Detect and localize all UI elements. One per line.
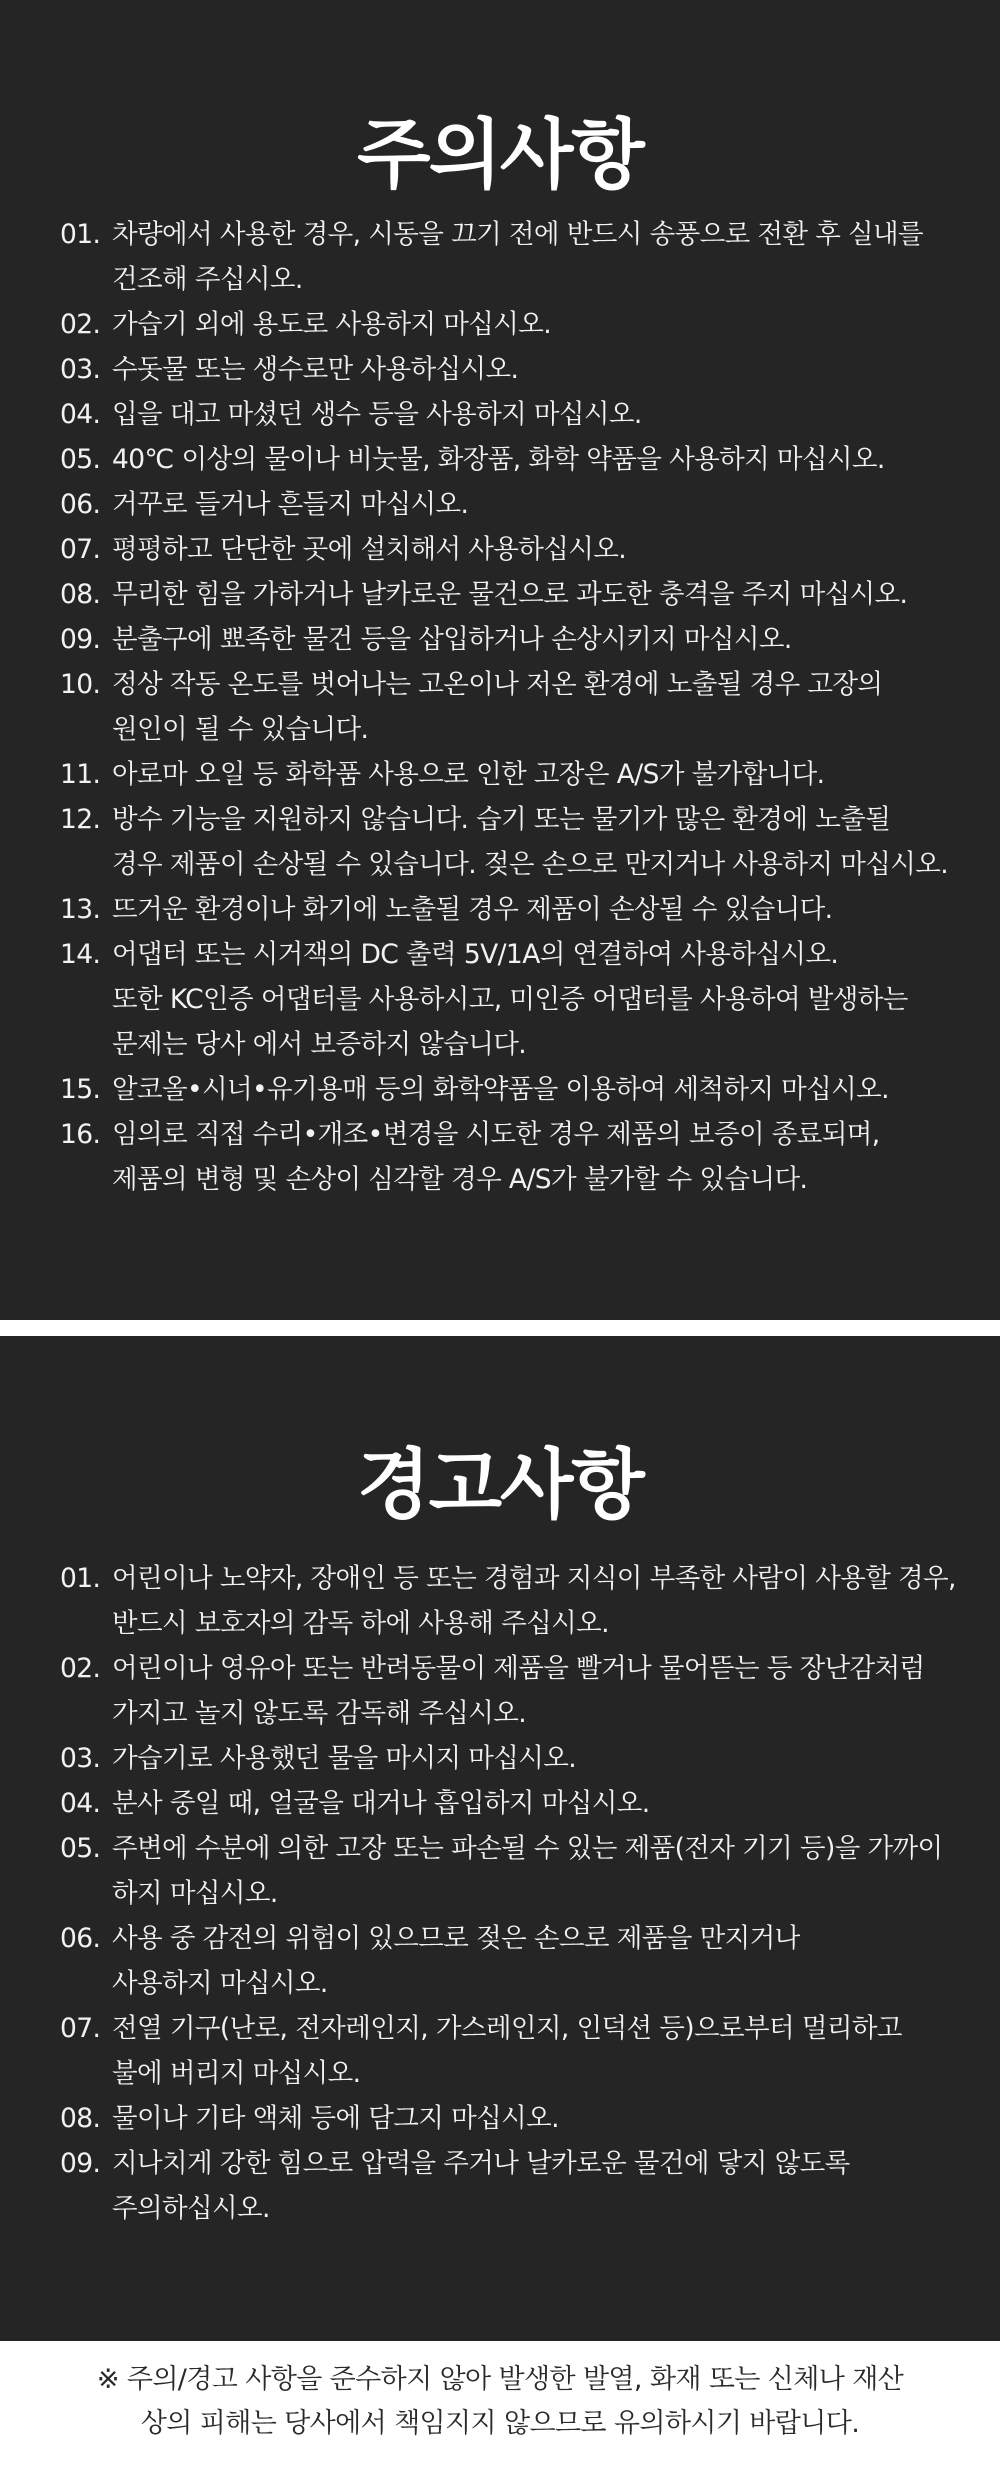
warning-item-text bbox=[112, 2096, 960, 2141]
warning-item-line: 지나치게 강한 힘으로 압력을 주거나 날카로운 물건에 닿지 않도록 bbox=[112, 2148, 850, 2179]
caution-item-line: 무리한 힘을 가하거나 날카로운 물건으로 과도한 충격을 주지 마십시오. bbox=[112, 579, 908, 610]
caution-item-line: 수돗물 또는 생수로만 사용하십시오. bbox=[112, 354, 519, 385]
caution-item-text bbox=[112, 527, 960, 572]
warning-item-text bbox=[112, 1556, 960, 1646]
caution-item-text bbox=[112, 1112, 960, 1202]
warning-item-number: 09. bbox=[60, 2148, 101, 2179]
warning-item-line: 주의하십시오. bbox=[112, 2193, 270, 2224]
warning-item-line: 전열 기구(난로, 전자레인지, 가스레인지, 인덕션 등)으로부터 멀리하고 bbox=[112, 2013, 902, 2044]
caution-item-line: 아로마 오일 등 화학품 사용으로 인한 고장은 A/S가 불가합니다. bbox=[112, 759, 825, 790]
warning-item bbox=[60, 2006, 960, 2096]
caution-item-text bbox=[112, 347, 960, 392]
warning-list bbox=[60, 1556, 960, 2231]
caution-item-number: 12. bbox=[60, 804, 101, 835]
warning-item bbox=[60, 2141, 960, 2231]
caution-item-text bbox=[112, 212, 960, 302]
caution-item-text bbox=[112, 887, 960, 932]
caution-item-line: 어댑터 또는 시거잭의 DC 출력 5V/1A의 연결하여 사용하십시오. bbox=[112, 939, 839, 970]
warning-item bbox=[60, 2096, 960, 2141]
caution-item-text bbox=[112, 797, 960, 887]
warning-item-line: 물이나 기타 액체 등에 담그지 마십시오. bbox=[112, 2103, 559, 2134]
warning-item bbox=[60, 1736, 960, 1781]
caution-item-line: 알코올•시너•유기용매 등의 화학약품을 이용하여 세척하지 마십시오. bbox=[112, 1074, 889, 1105]
caution-item bbox=[60, 1067, 960, 1112]
warning-item-line: 어린이나 영유아 또는 반려동물이 제품을 빨거나 물어뜯는 등 장난감처럼 bbox=[112, 1653, 925, 1684]
caution-item-line: 뜨거운 환경이나 화기에 노출될 경우 제품이 손상될 수 있습니다. bbox=[112, 894, 833, 925]
caution-item-number: 08. bbox=[60, 579, 101, 610]
warning-item-line: 사용 중 감전의 위험이 있으므로 젖은 손으로 제품을 만지거나 bbox=[112, 1923, 800, 1954]
warning-item-number: 08. bbox=[60, 2103, 101, 2134]
caution-item-number: 01. bbox=[60, 219, 101, 250]
caution-item-number: 11. bbox=[60, 759, 101, 790]
caution-item bbox=[60, 212, 960, 302]
warning-item-text bbox=[112, 1646, 960, 1736]
caution-item-number: 14. bbox=[60, 939, 101, 970]
warning-item-number: 03. bbox=[60, 1743, 101, 1774]
caution-item-line: 분출구에 뾰족한 물건 등을 삽입하거나 손상시키지 마십시오. bbox=[112, 624, 792, 655]
caution-item-line: 가습기 외에 용도로 사용하지 마십시오. bbox=[112, 309, 552, 340]
caution-list bbox=[60, 212, 960, 1202]
warning-item bbox=[60, 1826, 960, 1916]
caution-item-line: 평평하고 단단한 곳에 설치해서 사용하십시오. bbox=[112, 534, 627, 565]
footer-notice-line: ※ 주의/경고 사항을 준수하지 않아 발생한 발열, 화재 또는 신체나 재산 bbox=[96, 2364, 904, 2395]
caution-item-line: 정상 작동 온도를 벗어나는 고온이나 저온 환경에 노출될 경우 고장의 bbox=[112, 669, 883, 700]
warning-item-number: 01. bbox=[60, 1563, 101, 1594]
caution-item bbox=[60, 932, 960, 1067]
warning-item-line: 분사 중일 때, 얼굴을 대거나 흡입하지 마십시오. bbox=[112, 1788, 650, 1819]
warning-item bbox=[60, 1781, 960, 1826]
warning-item-text bbox=[112, 1916, 960, 2006]
caution-item bbox=[60, 617, 960, 662]
caution-item-number: 03. bbox=[60, 354, 101, 385]
caution-item bbox=[60, 482, 960, 527]
warning-item-line: 어린이나 노약자, 장애인 등 또는 경험과 지식이 부족한 사람이 사용할 경우, bbox=[112, 1563, 956, 1594]
caution-item-text bbox=[112, 392, 960, 437]
caution-item-line: 문제는 당사 에서 보증하지 않습니다. bbox=[112, 1029, 527, 1060]
caution-title: 주의사항 bbox=[357, 110, 643, 199]
caution-item-text bbox=[112, 1067, 960, 1112]
caution-item-number: 09. bbox=[60, 624, 101, 655]
warning-section bbox=[0, 1336, 1000, 2341]
caution-item-line: 임의로 직접 수리•개조•변경을 시도한 경우 제품의 보증이 종료되며, bbox=[112, 1119, 880, 1150]
warning-item-number: 06. bbox=[60, 1923, 101, 1954]
warning-item-number: 07. bbox=[60, 2013, 101, 2044]
caution-item-number: 07. bbox=[60, 534, 101, 565]
caution-item bbox=[60, 347, 960, 392]
caution-item-line: 원인이 될 수 있습니다. bbox=[112, 714, 369, 745]
caution-item-line: 거꾸로 들거나 흔들지 마십시오. bbox=[112, 489, 469, 520]
warning-item-number: 04. bbox=[60, 1788, 101, 1819]
caution-item-line: 또한 KC인증 어댑터를 사용하시고, 미인증 어댑터를 사용하여 발생하는 bbox=[112, 984, 908, 1015]
warning-item-line: 사용하지 마십시오. bbox=[112, 1968, 328, 1999]
caution-item bbox=[60, 302, 960, 347]
warning-title: 경고사항 bbox=[357, 1440, 643, 1529]
caution-item bbox=[60, 392, 960, 437]
caution-item-text bbox=[112, 482, 960, 527]
caution-item bbox=[60, 752, 960, 797]
caution-item-number: 05. bbox=[60, 444, 101, 475]
caution-item bbox=[60, 527, 960, 572]
caution-item bbox=[60, 437, 960, 482]
warning-item-line: 반드시 보호자의 감독 하에 사용해 주십시오. bbox=[112, 1608, 609, 1639]
caution-item bbox=[60, 797, 960, 887]
caution-item-number: 13. bbox=[60, 894, 101, 925]
warning-item-text bbox=[112, 1781, 960, 1826]
caution-item-text bbox=[112, 302, 960, 347]
caution-item-text bbox=[112, 617, 960, 662]
warning-item-line: 가지고 놀지 않도록 감독해 주십시오. bbox=[112, 1698, 527, 1729]
caution-item-line: 입을 대고 마셨던 생수 등을 사용하지 마십시오. bbox=[112, 399, 642, 430]
caution-item bbox=[60, 572, 960, 617]
caution-item-number: 15. bbox=[60, 1074, 101, 1105]
caution-item-text bbox=[112, 932, 960, 1067]
caution-item-line: 40℃ 이상의 물이나 비눗물, 화장품, 화학 약품을 사용하지 마십시오. bbox=[112, 444, 885, 475]
caution-item-number: 10. bbox=[60, 669, 101, 700]
footer-notice-line: 상의 피해는 당사에서 책임지지 않으므로 유의하시기 바랍니다. bbox=[140, 2408, 860, 2439]
caution-item bbox=[60, 887, 960, 932]
warning-item-number: 02. bbox=[60, 1653, 101, 1684]
warning-item-text bbox=[112, 2141, 960, 2231]
caution-item-text bbox=[112, 662, 960, 752]
warning-item bbox=[60, 1916, 960, 2006]
warning-item-line: 불에 버리지 마십시오. bbox=[112, 2058, 361, 2089]
footer-notice bbox=[0, 2358, 1000, 2446]
warning-item-text bbox=[112, 1736, 960, 1781]
caution-item-line: 방수 기능을 지원하지 않습니다. 습기 또는 물기가 많은 환경에 노출될 bbox=[112, 804, 891, 835]
warning-item bbox=[60, 1646, 960, 1736]
warning-item bbox=[60, 1556, 960, 1646]
caution-item-text bbox=[112, 437, 960, 482]
caution-item-number: 16. bbox=[60, 1119, 101, 1150]
caution-item-number: 02. bbox=[60, 309, 101, 340]
caution-item bbox=[60, 1112, 960, 1202]
warning-item-line: 주변에 수분에 의한 고장 또는 파손될 수 있는 제품(전자 기기 등)을 가까이 bbox=[112, 1833, 943, 1864]
caution-item-line: 제품의 변형 및 손상이 심각할 경우 A/S가 불가할 수 있습니다. bbox=[112, 1164, 808, 1195]
warning-item-text bbox=[112, 1826, 960, 1916]
caution-item-text bbox=[112, 752, 960, 797]
caution-item-line: 경우 제품이 손상될 수 있습니다. 젖은 손으로 만지거나 사용하지 마십시오. bbox=[112, 849, 949, 880]
caution-item-text bbox=[112, 572, 960, 617]
caution-item-line: 차량에서 사용한 경우, 시동을 끄기 전에 반드시 송풍으로 전환 후 실내를 bbox=[112, 219, 924, 250]
warning-item-number: 05. bbox=[60, 1833, 101, 1864]
caution-item-number: 04. bbox=[60, 399, 101, 430]
warning-item-line: 가습기로 사용했던 물을 마시지 마십시오. bbox=[112, 1743, 577, 1774]
caution-item-line: 건조해 주십시오. bbox=[112, 264, 303, 295]
caution-item bbox=[60, 662, 960, 752]
warning-item-line: 하지 마십시오. bbox=[112, 1878, 278, 1909]
warning-item-text bbox=[112, 2006, 960, 2096]
caution-item-number: 06. bbox=[60, 489, 101, 520]
